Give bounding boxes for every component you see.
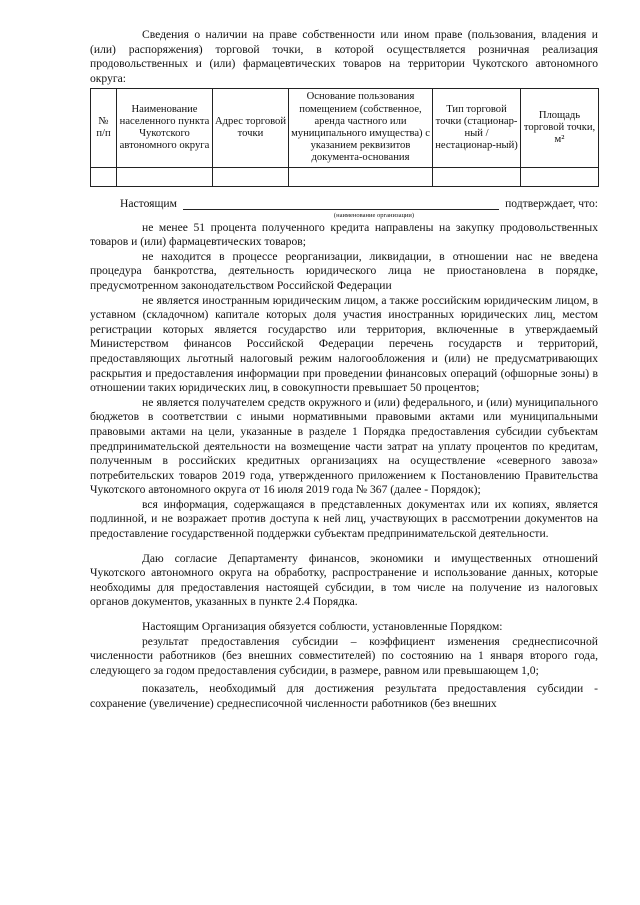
table-cell <box>117 167 213 186</box>
trade-point-table <box>90 88 599 186</box>
obligation-paragraph: Настоящим Организация обязуется соблюсти, установленные Порядком: <box>142 620 503 634</box>
table-header-row <box>91 89 599 167</box>
header-address: Адрес торговой точки <box>213 89 289 167</box>
statement-paragraph: не менее 51 процента полученного кредита направлены на закупку продовольственных товаров и (или) фармацевтических товаров; <box>90 220 598 249</box>
header-settlement: Наименование населенного пункта Чукотского автономного округа <box>117 89 213 167</box>
table-cell <box>213 167 289 186</box>
intro-paragraph: Сведения о наличии на праве собственности или ином праве (пользования, владения и (или) распоряжения) торговой точки, в которой осуществляется розничная реализация продовольственных и (или) фармацевтических товаров на территории Чукотского автономного округа: <box>90 28 598 85</box>
document-page <box>90 28 598 712</box>
obligation-paragraph: показатель, необходимый для достижения результата предоставления субсидии - сохранение (увеличение) среднесписочной численности работников (без внешних <box>90 682 598 710</box>
obligation-paragraph: результат предоставления субсидии – коэффициент изменения среднесписочной численности работников (без внешних совместителей) по состоянию на 1 января второго года, следующего за годом предоставления субсидии, в размере, равном или превышающем 1,0; <box>90 634 598 677</box>
confirm-lead: Настоящим <box>120 197 177 210</box>
confirm-tail: подтверждает, что: <box>505 197 598 210</box>
statement-paragraph: не является получателем средств окружного и (или) федерального, и (или) муниципального бюджетов в соответствии с иными нормативными правовыми актами или муниципальными правовыми актами на цели, указанные в разделе 1 Порядка предоставления субсидии субъектам предпринимательской деятельности на возмещение части затрат на уплату процентов по кредитам, полученным в российских кредитных организациях на осуществление «северного завоза» потребительских товаров 2019 года, утвержденного приложением к Постановлению Правительства Чукотского автономного округа от 16 июля 2019 года № 367 (далее - Порядок); <box>90 395 598 497</box>
statement-paragraph: не находится в процессе реорганизации, ликвидации, в отношении нас не введена процедура банкротства, деятельность юридического лица не приостановлена в порядке, предусмотренном законодательством Российской Федерации <box>90 249 598 292</box>
organization-name-caption: (наименование организации) <box>333 211 415 219</box>
consent-paragraph: Даю согласие Департаменту финансов, экономики и имущественных отношений Чукотского автономного округа на обработку, распространение и использование данных, которые необходимы для предоставления настоящей субсидии, в том числе на получение из налоговых органов документов, указанных в пункте 2.4 Порядка. <box>90 551 598 609</box>
table-cell <box>289 167 433 186</box>
statement-paragraph: не является иностранным юридическим лицом, а также российским юридическим лицом, в уставном (складочном) капитале которых доля участия иностранных юридических лиц, местом регистрации которых является государство или территория, включенные в утверждаемый Министерством финансов Российской Федерации перечень государств и территорий, предоставляющих льготный налоговый режим налогообложения и (или) не предусматривающих раскрытия и предоставления информации при проведении финансовых операций (офшорные зоны) в отношении таких юридических лиц, в совокупности превышает 50 процентов; <box>90 293 598 395</box>
header-type: Тип торговой точки (стационар-ный / нестационар-ный) <box>433 89 521 167</box>
table-cell <box>91 167 117 186</box>
header-area: Площадь торговой точки, м² <box>521 89 599 167</box>
confirmation-line <box>90 197 598 212</box>
header-number: № п/п <box>91 89 117 167</box>
organization-name-blank <box>183 197 499 210</box>
header-basis: Основание пользования помещением (собственное, аренда частного или муниципального имущества) с указанием реквизитов документа-основания <box>289 89 433 167</box>
table-cell <box>433 167 521 186</box>
table-cell <box>521 167 599 186</box>
statement-paragraph: вся информация, содержащаяся в представленных документах или их копиях, является подлинной, и не возражает против доступа к ней лиц, участвующих в рассмотрении документов на предоставление государственной поддержки субъектам предпринимательской деятельности. <box>90 497 598 541</box>
table-row <box>91 167 599 186</box>
